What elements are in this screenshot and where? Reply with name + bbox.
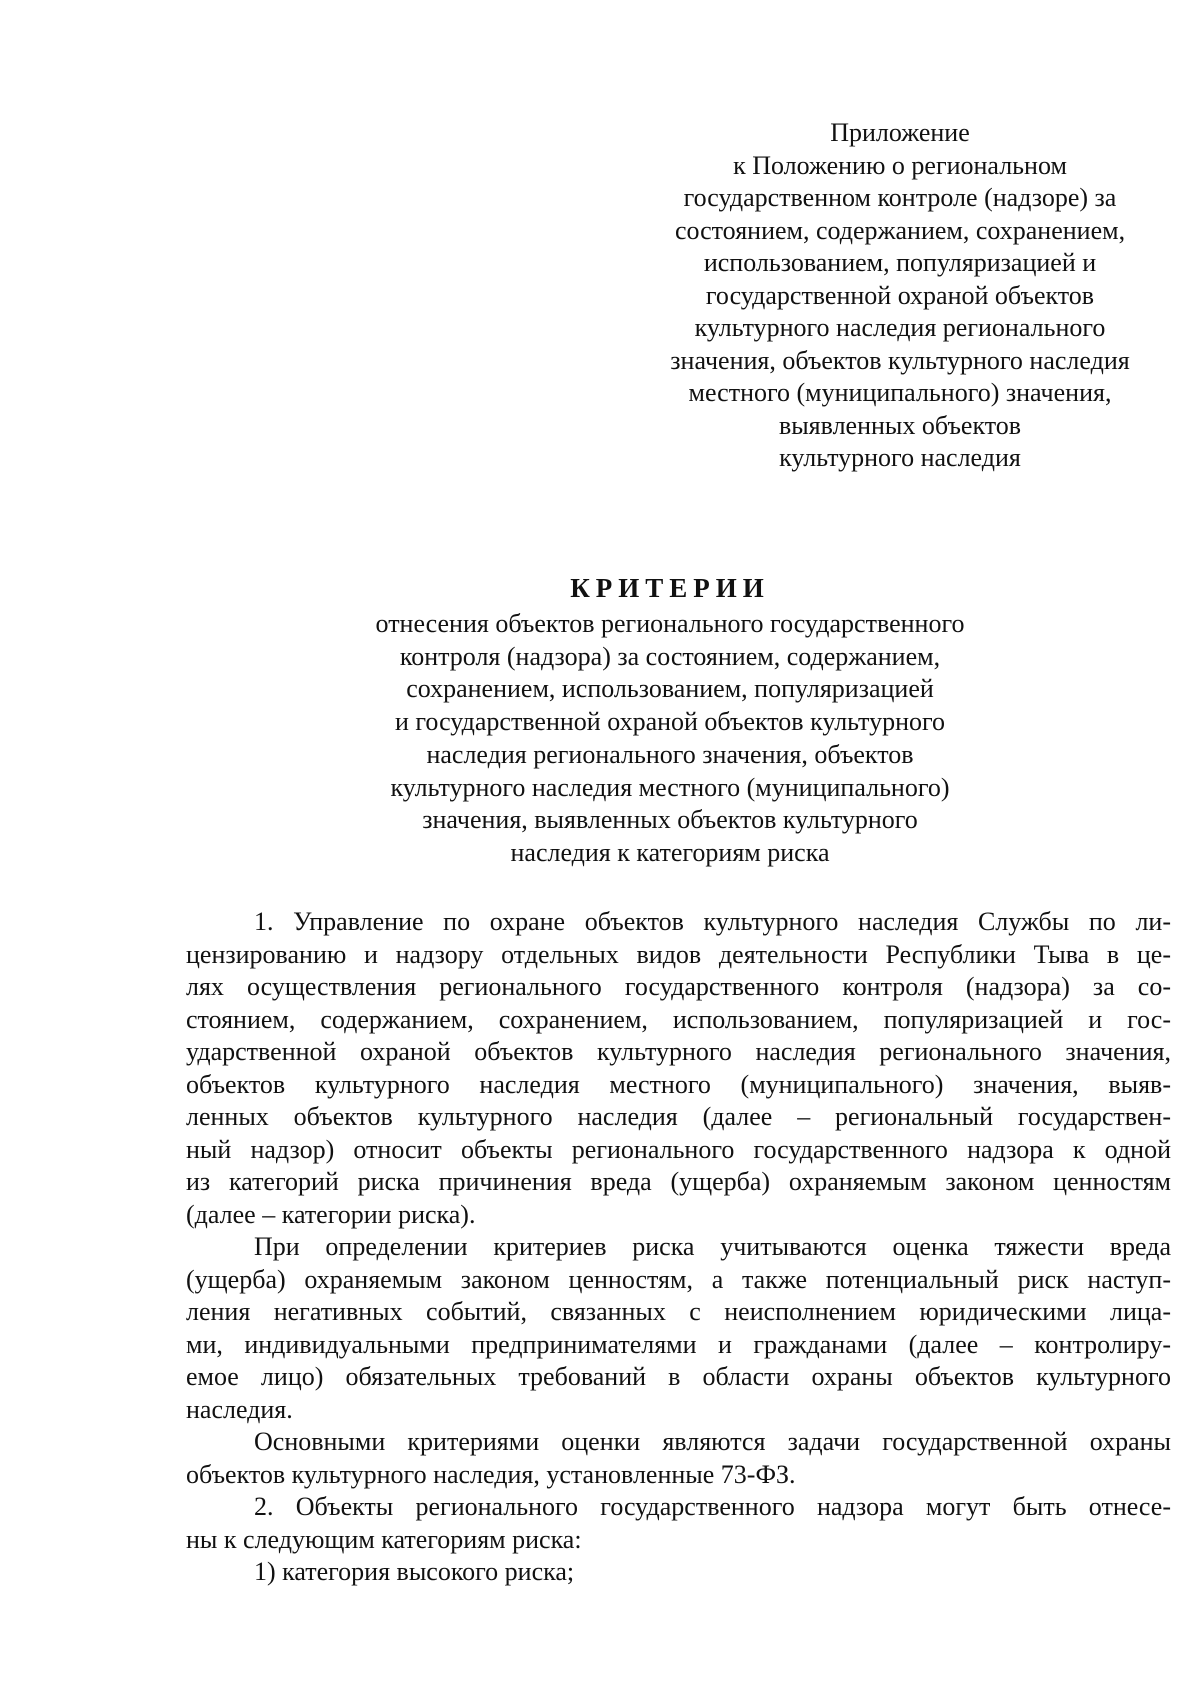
- body-line: 1. Управление по охране объектов культурного наследия Службы по ли-: [254, 907, 1171, 936]
- body-line: объектов культурного наследия местного (муниципального) значения, выяв-: [186, 1069, 1171, 1099]
- body-line: стоянием, содержанием, сохранением, использованием, популяризацией и гос-: [186, 1004, 1171, 1034]
- body-line: цензированию и надзору отдельных видов деятельности Республики Тыва в це-: [186, 939, 1171, 969]
- subtitle-line: и государственной охраной объектов культурного: [395, 707, 945, 737]
- body-line: ми, индивидуальными предпринимателями и гражданами (далее – контролиру-: [186, 1329, 1171, 1359]
- body-line: 1) категория высокого риска;: [254, 1557, 575, 1586]
- paragraph-4: [186, 1491, 1171, 1556]
- paragraph-5: [186, 1556, 1171, 1589]
- body-line: ления негативных событий, связанных с неисполнением юридическими лица-: [186, 1297, 1171, 1326]
- appendix-line: культурного наследия регионального: [694, 313, 1106, 342]
- subtitle-line: наследия регионального значения, объектов: [426, 739, 914, 769]
- appendix-line: значения, объектов культурного наследия: [670, 345, 1130, 375]
- paragraph-1: [186, 906, 1171, 1231]
- appendix-header: [640, 117, 1160, 475]
- appendix-line: выявленных объектов: [778, 410, 1022, 440]
- appendix-line: государственном контроле (надзоре) за: [683, 183, 1117, 212]
- document-body: [186, 906, 1171, 1589]
- body-line: объектов культурного наследия, установленные 73-ФЗ.: [186, 1459, 796, 1489]
- paragraph-2: [186, 1231, 1171, 1426]
- appendix-line: использованием, популяризацией и: [703, 248, 1097, 277]
- appendix-line: культурного наследия: [779, 443, 1021, 472]
- body-line: При определении критериев риска учитываются оценка тяжести вреда: [254, 1232, 1171, 1261]
- appendix-line: местного (муниципального) значения,: [688, 378, 1112, 407]
- appendix-line: состоянием, содержанием, сохранением,: [674, 215, 1126, 245]
- body-line: (ущерба) охраняемым законом ценностям, а также потенциальный риск наступ-: [186, 1264, 1171, 1294]
- body-line: ленных объектов культурного наследия (далее – региональный государствен-: [186, 1102, 1171, 1131]
- body-line: 2. Объекты регионального государственного надзора могут быть отнесе-: [254, 1492, 1171, 1521]
- appendix-line: государственной охраной объектов: [705, 280, 1095, 310]
- subtitle-line: культурного наследия местного (муниципального): [390, 772, 950, 802]
- subtitle-line: отнесения объектов регионального государственного: [375, 609, 965, 638]
- body-line: (далее – категории риска).: [186, 1199, 476, 1229]
- body-line: ны к следующим категориям риска:: [186, 1524, 582, 1554]
- document-title: КРИТЕРИИ: [570, 573, 770, 603]
- body-line: лях осуществления регионального государственного контроля (надзора) за со-: [186, 972, 1171, 1001]
- body-line: емое лицо) обязательных требований в области охраны объектов культурного: [186, 1362, 1171, 1391]
- body-line: ударственной охраной объектов культурного наследия регионального значения,: [186, 1037, 1171, 1066]
- subtitle-line: значения, выявленных объектов культурного: [422, 805, 918, 835]
- appendix-line: Приложение: [830, 118, 970, 147]
- appendix-line: к Положению о региональном: [733, 150, 1067, 180]
- subtitle-line: сохранением, использованием, популяризацией: [406, 674, 934, 704]
- body-line: наследия.: [186, 1394, 293, 1424]
- document-subtitle: [0, 608, 1200, 870]
- body-line: Основными критериями оценки являются задачи государственной охраны: [254, 1427, 1171, 1456]
- subtitle-line: контроля (надзора) за состоянием, содержанием,: [399, 641, 941, 671]
- body-line: из категорий риска причинения вреда (ущерба) охраняемым законом ценностям: [186, 1167, 1171, 1196]
- subtitle-line: наследия к категориям риска: [510, 837, 830, 867]
- paragraph-3: [186, 1426, 1171, 1491]
- body-line: ный надзор) относит объекты регионального государственного надзора к одной: [186, 1134, 1171, 1164]
